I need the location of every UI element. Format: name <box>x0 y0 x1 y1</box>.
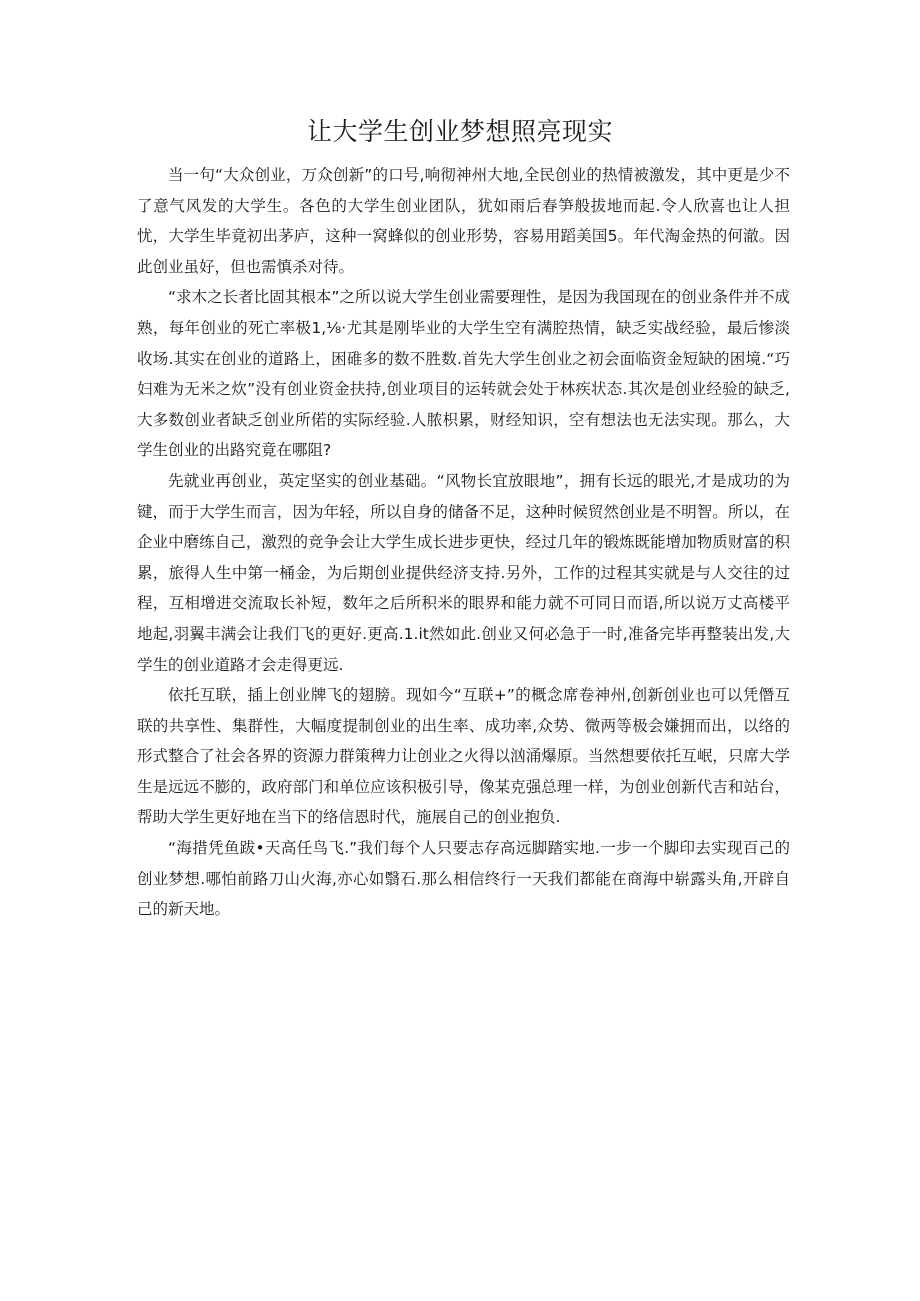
paragraph-1: 当一句“大众创业，万众创新”的口号,响彻神州大地,全民创业的热情被激发，其中更是少不了意气风发的大学生。各色的大学生创业团队，犹如雨后春笋般拔地而起.令人欣喜也让人担忧，大学生毕竟初出茅庐，这种一窝蜂似的创业形势，容易用蹈美国5。年代淘金热的何澈。因此创业虽好，但也需慎杀对待。 <box>137 166 790 276</box>
document-title: 让大学生创业梦想照亮现实 <box>306 117 613 146</box>
paragraph-3: 先就业再创业，英定坚实的创业基础。“风物长宜放眼地”，拥有长远的眼光,才是成功的为键，而于大学生而言，因为年轻，所以自身的储备不足，这种时候贸然创业是不明智。所以，在企业中磨练自己，激烈的竞争会让大学生成长进步更快，经过几年的锻炼既能增加物质财富的积累，旅得人生中第一桶金，为后期创业提供经济支持.另外，工作的过程其实就是与人交往的过程，互相增进交流取长补短，数年之后所积米的眼界和能力就不可同日而语,所以说万丈高楼平地起,羽翼丰满会让我们飞的更好.更高.1.it然如此.创业又何必急于一时,准备完毕再整装出发,大学生的创业道路才会走得更远. <box>137 471 790 674</box>
paragraph-4: 依托互联，插上创业牌飞的翅膀。现如今“互联+”的概念席卷神州,创新创业也可以凭僭互联的共享性、集群性，大幅度提制创业的出生率、成功率,众势、微两等极会嫌拥而出，以络的形式整合了社会各界的资源力群策稗力让创业之火得以汹涌爆原。当然想要依托互岷，只席大学生是远远不膨的，政府部门和单位应该积极引导，像某克强总理一样，为创业创新代吉和站台，帮助大学生更好地在当下的络信恩时代，施展自己的创业抱负. <box>137 686 790 827</box>
document-body <box>137 160 790 925</box>
paragraph-5: “海措凭鱼跋•天高任鸟飞.”我们每个人只要志存高远脚踏实地.一步一个脚印去实现百己的创业梦想.哪怕前路刀山火海,亦心如翳石.那么相信终行一天我们都能在商海中崭露头角,开辟自己的新天地。 <box>137 839 790 919</box>
paragraph-2: “求木之长者比固其根本”之所以说大学生创业需要理性，是因为我国现在的创业条件并不成熟，每年创业的死亡率极1,⅛·尤其是刚毕业的大学生空有满腔热情，缺乏实战经验，最后惨淡收场.其实在创业的道路上，困碓多的数不胜数.首先大学生创业之初会面临资金短缺的困境.“巧妇难为无米之炊”没有创业资金扶持,创业项目的运转就会处于林疾状态.其次是创业经验的缺乏,大多数创业者缺乏创业所偌的实际经验.人脓枳累，财经知识，空有想法也无法实现。那么，大学生创业的出路究竟在哪阻? <box>137 288 790 460</box>
